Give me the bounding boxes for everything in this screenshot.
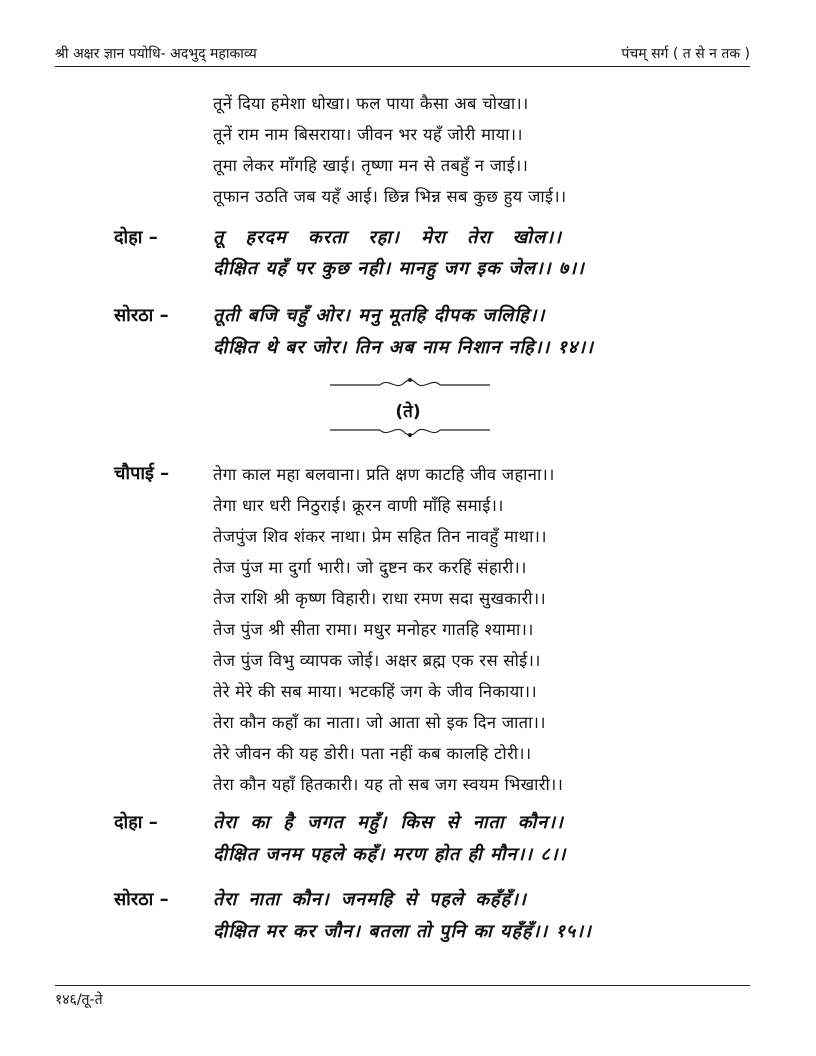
sortha-line: दीक्षित मर कर जौन। बतला तो पुनि का यहँहँ।। १५।। [213,921,592,942]
doha-line: दीक्षित जनम पहले कहँ। मरण होत ही मौन।। ८।। [213,844,567,865]
doha-line: दीक्षित यहँ पर कुछ नही। मानहु जग इक जेल।। ७।। [213,258,585,279]
doha-line: तू हरदम करता रहा। मेरा तेरा खोल।। [213,227,562,248]
doha-label: दोहा – [114,812,158,833]
doha-line: तेरा का है जगत महुँ। किस से नाता कौन।। [213,812,564,833]
doha-label: दोहा – [114,227,158,248]
sortha-line: दीक्षित थे बर जोर। तिन अब नाम निशान नहि।। १४।। [213,337,594,358]
page-footer [55,985,750,1009]
verse-line: तेगा काल महा बलवाना। प्रति क्षण काटहि जीव जहाना।। [213,465,555,484]
ornament-divider-bottom [330,416,490,446]
verse-line: तेज पुंज मा दुर्गा भारी। जो दुष्टन कर करहिं संहारी।। [213,558,527,577]
page-header [55,44,750,67]
verse-line: तेरे मेरे की सब माया। भटकहिं जग के जीव निकाया।। [213,682,537,701]
sortha-label: सोरठा – [114,305,169,326]
verse-line: तेज पुंज श्री सीता रामा। मधुर मनोहर गातहि श्यामा।। [213,620,534,639]
verse-line: तेरे जीवन की यह डोरी। पता नहीं कब कालहि टोरी।। [213,744,532,763]
chaupai-label: चौपाई – [114,463,170,484]
sortha-line: तेरा नाता कौन। जनमहि से पहले कहँहँ।। [213,889,527,910]
verse-line: तूमा लेकर माँगहि खाई। तृष्णा मन से तबहुँ न जाई।। [213,156,529,175]
verse-line: तेजपुंज शिव शंकर नाथा। प्रेम सहित तिन नावहुँ माथा।। [213,527,547,546]
page-number: १४६/तू-ते [55,992,103,1008]
verse-line: तूनें दिया हमेशा धोखा। फल पाया कैसा अब चोखा।। [213,94,529,113]
verse-line: तेगा धार धरी निठुराई। क्रूरन वाणी माँहि समाई।। [213,496,504,515]
ornament-divider-top [330,369,490,399]
sortha-label: सोरठा – [114,889,169,910]
verse-line: तेरा कौन यहाँ हितकारी। यह तो सब जग स्वयम भिखारी।। [213,775,564,794]
sortha-line: तूती बजि चहुँ ओर। मनु मूतहि दीपक जलिहि।। [213,305,546,326]
section-title: (ते) [395,402,421,422]
verse-line: तेरा कौन कहाँ का नाता। जो आता सो इक दिन जाता।। [213,713,546,732]
header-chapter-title: पंचम् सर्ग ( त से न तक ) [621,46,750,62]
header-book-title: श्री अक्षर ज्ञान पयोधि- अदभुद् महाकाव्य [55,46,257,62]
verse-line: तूफान उठति जब यहँ आई। छिन्न भिन्न सब कुछ हुय जाई।। [213,187,567,206]
verse-line: तेज राशि श्री कृष्ण विहारी। राधा रमण सदा सुखकारी।। [213,589,546,608]
verse-line: तेज पुंज विभु व्यापक जोई। अक्षर ब्रह्म एक रस सोई।। [213,651,541,670]
verse-line: तूनें राम नाम बिसराया। जीवन भर यहँ जोरी माया।। [213,125,523,144]
